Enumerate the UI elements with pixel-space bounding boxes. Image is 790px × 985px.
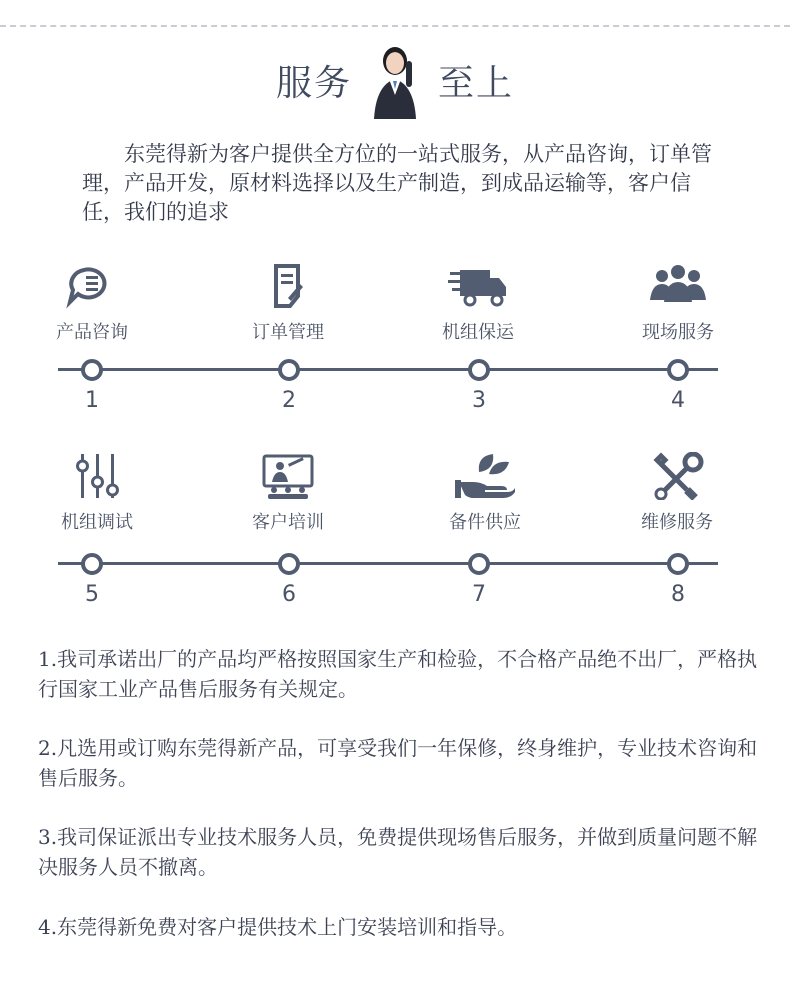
- timeline-node: [81, 553, 103, 575]
- delivery-truck-icon: [448, 262, 508, 310]
- section-title: [0, 40, 790, 120]
- timeline-node: [278, 553, 300, 575]
- title-left: 服务: [275, 62, 352, 104]
- intro-text: 东莞得新为客户提供全方位的一站式服务，从产品咨询，订单管理，产品开发，原材料选择以及生产制造，到成品运输等，客户信任，我们的追求: [82, 142, 712, 224]
- step-1: [22, 262, 162, 344]
- timeline-node: [667, 359, 689, 381]
- title-right: 至上: [438, 62, 515, 104]
- step-label: 机组保运: [442, 322, 514, 343]
- adjust-sliders-icon: [67, 452, 127, 500]
- step-number: 8: [671, 582, 685, 607]
- document-edit-icon: [258, 262, 318, 310]
- step-2: [218, 262, 358, 344]
- step-label: 机组调试: [61, 512, 133, 533]
- chat-bubble-icon: [62, 262, 122, 310]
- timeline-node: [81, 359, 103, 381]
- hand-leaf-icon: [455, 452, 515, 500]
- service-steps-row-1: [0, 262, 790, 412]
- step-7: [415, 452, 555, 534]
- step-number: 4: [671, 388, 685, 413]
- commitment-2: 2.凡选用或订购东莞得新产品，可享受我们一年保修，终身维护，专业技术咨询和售后服务。: [38, 736, 758, 790]
- step-label: 订单管理: [252, 322, 324, 343]
- timeline-line: [58, 562, 718, 565]
- step-label: 备件供应: [449, 512, 521, 533]
- wrench-screwdriver-icon: [647, 452, 707, 500]
- step-8: [607, 452, 747, 534]
- timeline-node: [667, 553, 689, 575]
- step-6: [218, 452, 358, 534]
- step-number: 5: [85, 582, 99, 607]
- service-agent-avatar: [366, 41, 424, 119]
- step-number: 3: [472, 388, 486, 413]
- timeline-line: [58, 368, 718, 371]
- step-4: [608, 262, 748, 344]
- step-number: 1: [85, 388, 99, 413]
- step-label: 产品咨询: [56, 322, 128, 343]
- step-number: 2: [282, 388, 296, 413]
- team-people-icon: [648, 262, 708, 310]
- timeline-node: [468, 553, 490, 575]
- commitment-3: 3.我司保证派出专业技术服务人员，免费提供现场售后服务，并做到质量问题不解决服务人员不撤离。: [38, 825, 758, 879]
- commitment-1: 1.我司承诺出厂的产品均严格按照国家生产和检验，不合格产品绝不出厂，严格执行国家工业产品售后服务有关规定。: [38, 647, 758, 701]
- step-label: 维修服务: [641, 512, 713, 533]
- step-3: [408, 262, 548, 344]
- step-label: 客户培训: [252, 512, 324, 533]
- training-board-icon: [258, 452, 318, 500]
- commitment-4: 4.东莞得新免费对客户提供技术上门安装培训和指导。: [38, 915, 518, 939]
- intro-paragraph: [82, 140, 712, 227]
- step-label: 现场服务: [642, 322, 714, 343]
- timeline-node: [468, 359, 490, 381]
- step-number: 7: [472, 582, 486, 607]
- step-5: [27, 452, 167, 534]
- top-dashed-divider: [0, 25, 790, 27]
- timeline-node: [278, 359, 300, 381]
- service-steps-row-2: [0, 452, 790, 607]
- step-number: 6: [282, 582, 296, 607]
